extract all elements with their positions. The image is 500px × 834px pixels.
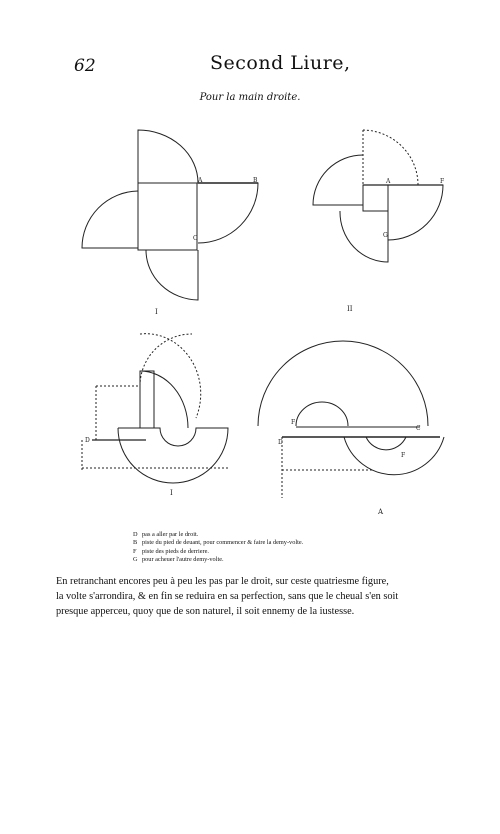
figure-4-label-d1: D (278, 439, 283, 446)
figure-3-outer-dotted-arc (140, 334, 192, 386)
legend-key: D (133, 531, 138, 538)
legend-key: B (133, 539, 138, 547)
figure-4-inner-bottom-arc (366, 437, 406, 450)
figure-3-inner-arc (140, 371, 188, 428)
figure-1-square (138, 183, 197, 250)
figure-2-label-g: G (383, 232, 388, 239)
figure-3-label-d: D (85, 437, 90, 444)
figure-2-number: II (347, 305, 353, 313)
body-line: presque apperceu, quoy que de son naturel, il soit ennemy de la iustesse. (56, 605, 355, 617)
figure-1-label-c: C (193, 235, 198, 242)
figure-4-top-arc (258, 341, 428, 426)
figure-2-label-f: F (440, 178, 445, 185)
body-line: la volte s'arrondira, & en fin se reduira en sa perfection, sans que le cheual s'en soit (56, 590, 399, 602)
figure-4-label-f2: F (401, 452, 406, 459)
figure-3-number: I (170, 489, 173, 497)
figure-2-label-a: A (386, 178, 391, 185)
figure-2-left-arc (313, 155, 363, 205)
legend-text: piste des pieds de derriere. (142, 547, 209, 555)
figure-1-label-b: B (253, 177, 258, 184)
figure-caption: Pour la main droite. (199, 92, 301, 103)
legend-key: G (133, 555, 138, 563)
figure-1-right-arc (198, 183, 258, 243)
figure-1-top-arc (138, 130, 198, 183)
figure-3-large-arc (118, 428, 228, 483)
legend-item (133, 556, 303, 564)
figure-2-top-arc (363, 130, 418, 185)
figure-2-square (363, 185, 388, 211)
legend-text: pour acheuer l'autre demy-volte. (142, 555, 224, 563)
legend-key: F (133, 547, 137, 555)
figure-4-label-c: C (416, 425, 421, 432)
figure-3-dotted-curve (140, 334, 201, 418)
body-paragraph (56, 575, 466, 619)
figure-1-label-a: A (198, 177, 203, 184)
body-line: En retranchant encores peu à peu les pas par le droit, sur ceste quatriesme figure, (56, 576, 389, 587)
figure-2-bottom-arc (340, 211, 388, 262)
figure-4-label-f1: F (291, 419, 296, 426)
figure-2 (313, 130, 444, 313)
legend-item (133, 548, 303, 556)
running-head: Second Liure, (210, 52, 351, 74)
legend-item (133, 531, 303, 539)
figure-2-right-arc (388, 185, 443, 240)
legend-text: pas a aller par le droit. (142, 531, 199, 538)
figure-3 (82, 334, 228, 497)
figure-4-inner-top-arc (296, 402, 348, 426)
figure-1 (82, 130, 258, 316)
legend-text: piste du pied de deuant, pour commencer & faire la demy-volte. (142, 539, 304, 547)
figure-legend (133, 531, 303, 564)
figure-1-number: I (155, 308, 158, 316)
page-number: 62 (74, 56, 96, 76)
figure-4 (258, 341, 444, 516)
figure-4-bottom-arc (344, 437, 444, 475)
figure-4-number: A (378, 508, 384, 516)
figure-3-square (140, 371, 154, 428)
figure-1-left-arc (82, 191, 138, 248)
figure-1-bottom-arc (146, 250, 198, 300)
legend-item (133, 539, 303, 547)
